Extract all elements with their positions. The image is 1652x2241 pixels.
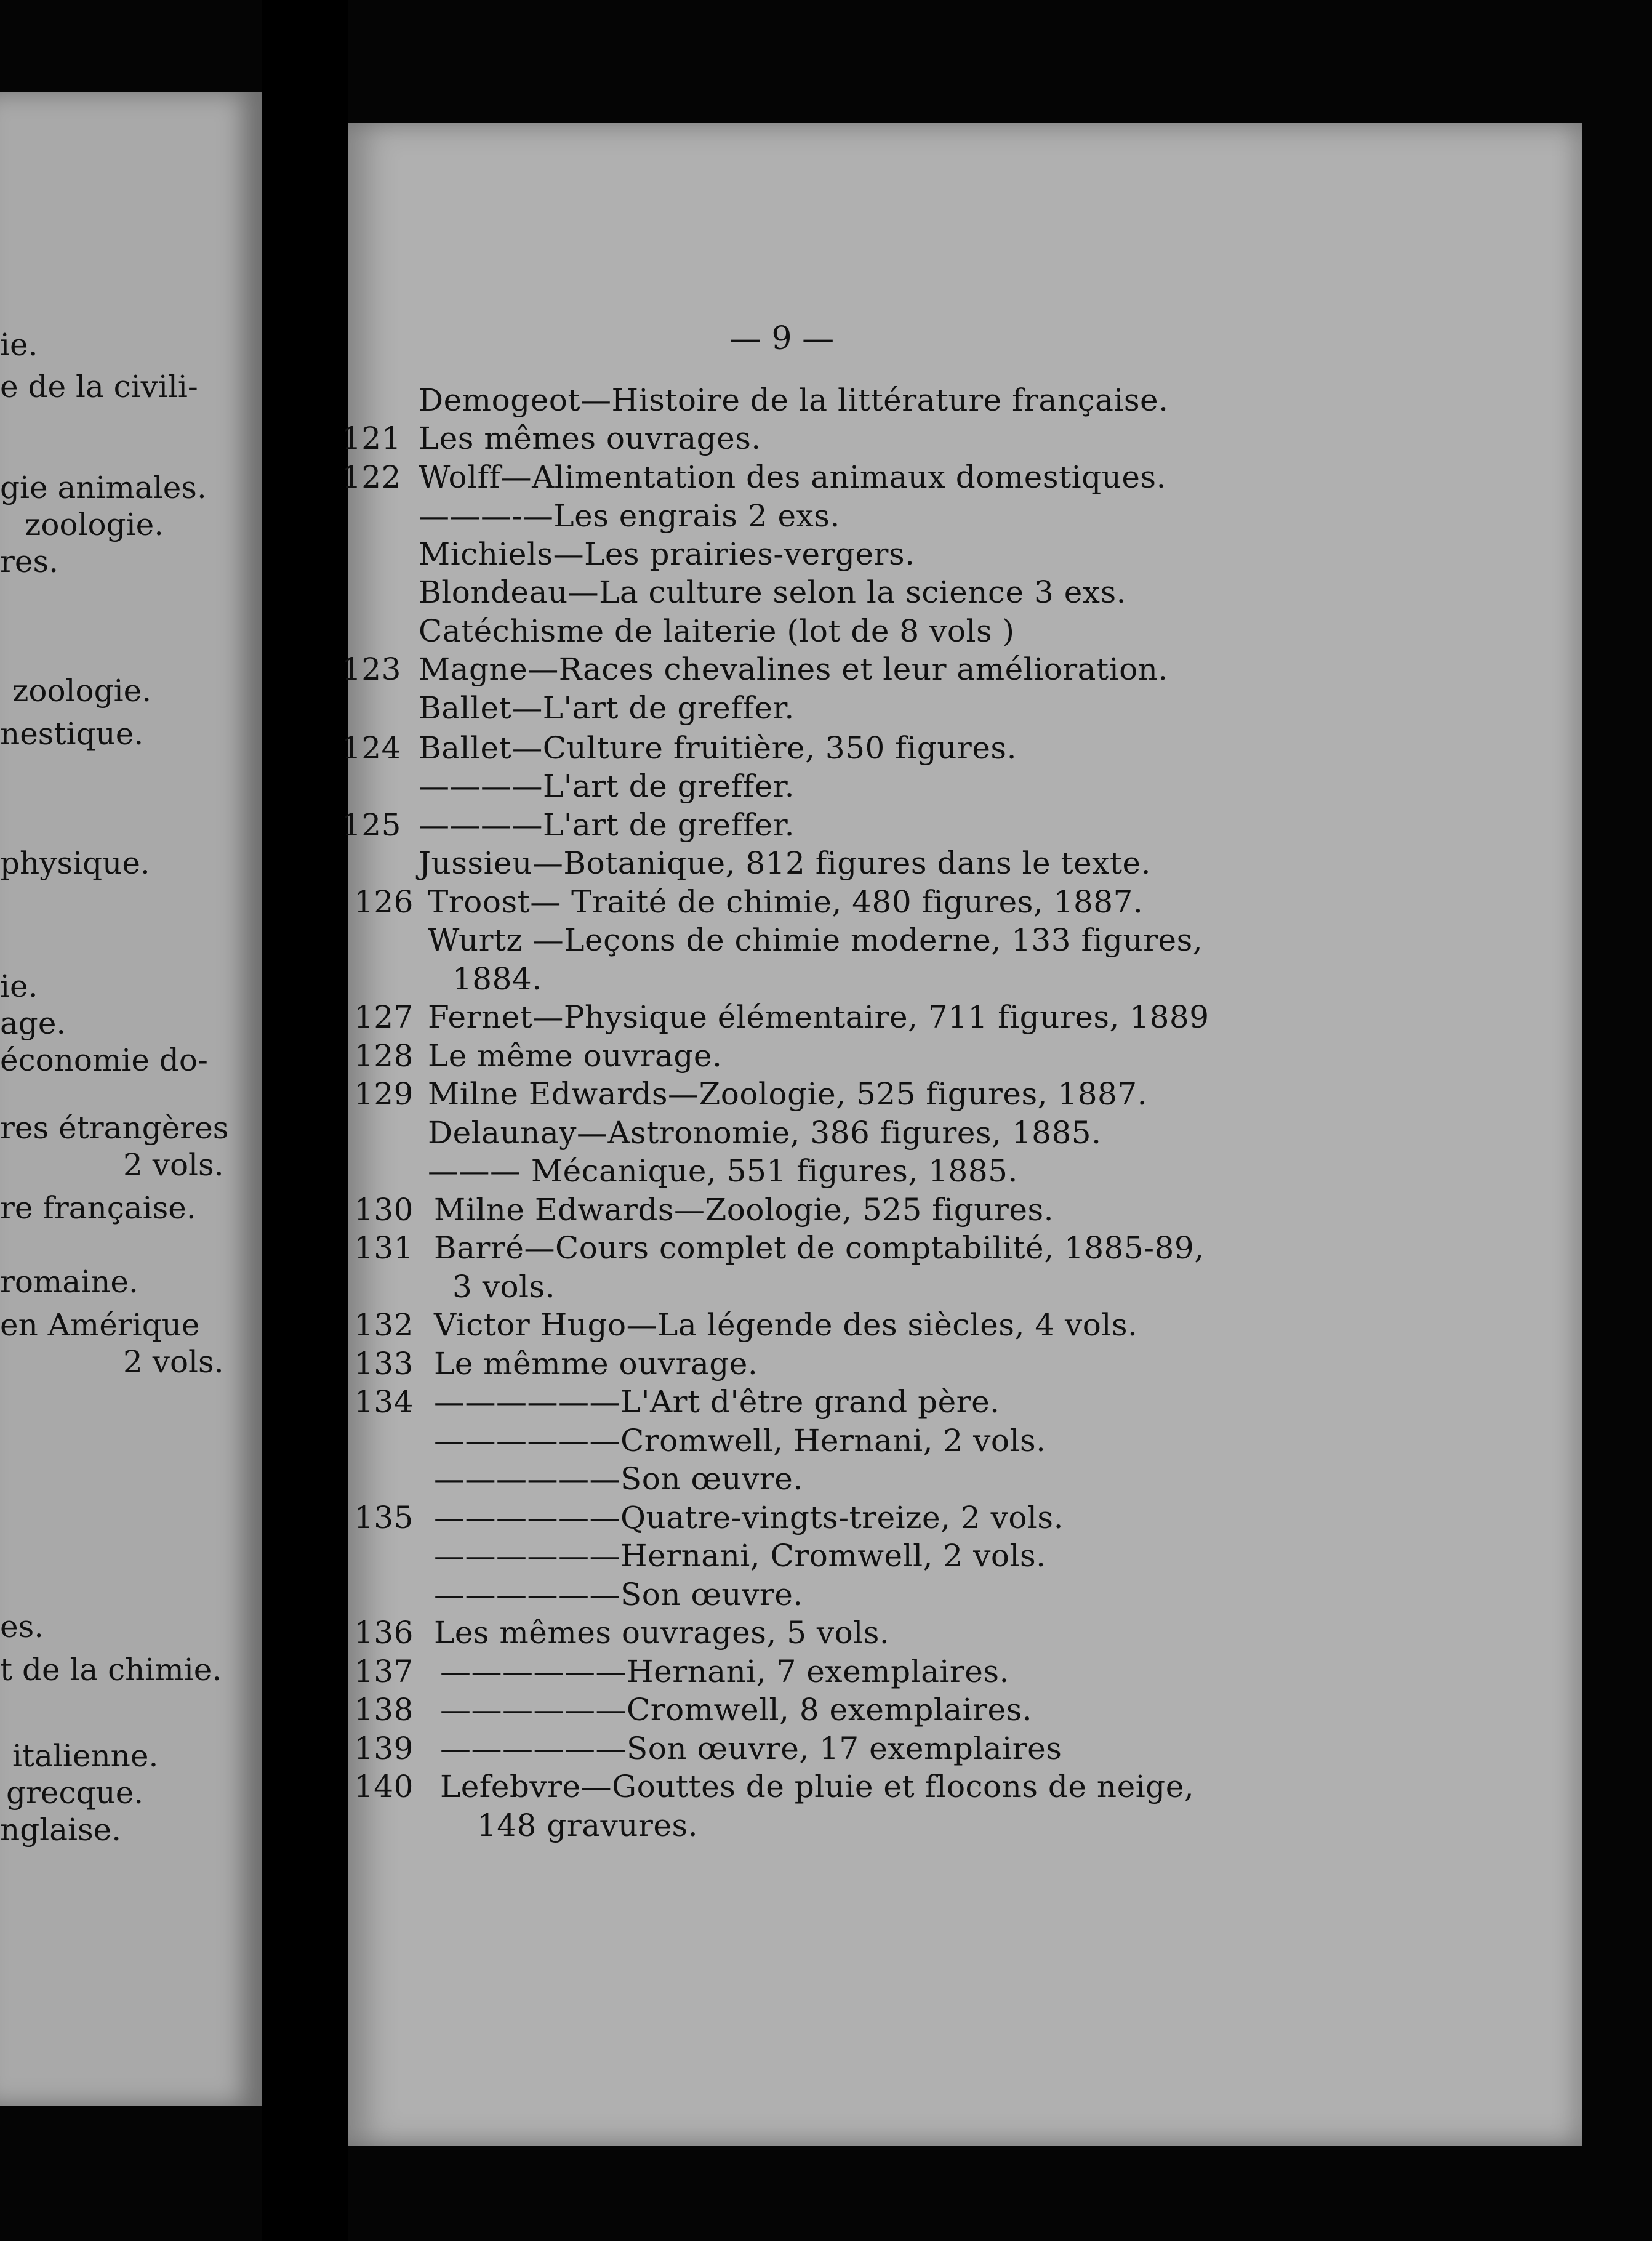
entry-number: 132	[354, 1307, 414, 1343]
entry-number: 139	[354, 1731, 414, 1766]
left-line: en Amérique	[0, 1307, 200, 1343]
entry-text: Catéchisme de laiterie (lot de 8 vols )	[419, 613, 1015, 649]
entry-text: Milne Edwards—Zoologie, 525 figures.	[434, 1192, 1054, 1228]
left-line: 2 vols.	[123, 1147, 224, 1183]
entry-text: ——————Hernani, Cromwell, 2 vols.	[434, 1538, 1046, 1574]
entry-number: 129	[354, 1076, 414, 1112]
left-line: gie animales.	[0, 470, 207, 505]
left-line: res étrangères	[0, 1110, 229, 1146]
entry-text: 148 gravures.	[477, 1808, 699, 1843]
entry-text: Ballet—L'art de greffer.	[419, 690, 795, 726]
entry-number: 125	[342, 807, 401, 843]
left-line: res.	[0, 544, 59, 579]
entry-number: 136	[354, 1615, 414, 1651]
entry-number: 121	[342, 420, 401, 456]
entry-text: ————L'art de greffer.	[419, 768, 795, 804]
right-page	[342, 123, 1582, 2146]
left-line: es.	[0, 1609, 44, 1644]
left-line: italienne.	[12, 1738, 159, 1774]
entry-text: Jussieu—Botanique, 812 figures dans le texte.	[419, 845, 1151, 881]
entry-text: 3 vols.	[452, 1269, 556, 1305]
entry-number: 137	[354, 1654, 414, 1689]
entry-text: ——————Son œuvre.	[434, 1577, 803, 1612]
entry-text: 1884.	[452, 961, 542, 997]
left-line: nglaise.	[0, 1812, 122, 1848]
entry-text: Blondeau—La culture selon la science 3 exs.	[419, 574, 1127, 610]
entry-text: Le mêmme ouvrage.	[434, 1346, 758, 1382]
entry-text: Demogeot—Histoire de la littérature française.	[419, 382, 1169, 418]
left-line: romaine.	[0, 1264, 138, 1300]
entry-text: Magne—Races chevalines et leur amélioration.	[419, 651, 1168, 687]
entry-number: 126	[354, 884, 414, 920]
left-page	[0, 92, 262, 2106]
entry-text: ————L'art de greffer.	[419, 807, 795, 843]
entry-number: 127	[354, 999, 414, 1035]
entry-number: 134	[354, 1384, 414, 1420]
left-line: ie.	[0, 968, 38, 1004]
entry-text: ——————L'Art d'être grand père.	[434, 1384, 1000, 1420]
left-line: e de la civili-	[0, 369, 198, 404]
entry-number: 135	[354, 1500, 414, 1535]
entry-text: ——————Cromwell, Hernani, 2 vols.	[434, 1423, 1046, 1458]
left-line: ie.	[0, 327, 38, 363]
entry-text: Les mêmes ouvrages, 5 vols.	[434, 1615, 890, 1651]
entry-text: ——— Mécanique, 551 figures, 1885.	[428, 1153, 1018, 1189]
entry-text: Delaunay—Astronomie, 386 figures, 1885.	[428, 1115, 1102, 1151]
entry-number: 123	[342, 651, 401, 687]
entry-text: Le même ouvrage.	[428, 1038, 723, 1074]
entry-number: 124	[342, 730, 401, 766]
entry-number: 130	[354, 1192, 414, 1228]
page-number: — 9 —	[729, 320, 835, 357]
entry-text: Lefebvre—Gouttes de pluie et flocons de neige,	[440, 1769, 1195, 1804]
entry-text: ——————Cromwell, 8 exemplaires.	[440, 1692, 1033, 1728]
entry-number: 133	[354, 1346, 414, 1382]
left-line: zoologie.	[25, 507, 164, 542]
left-line: grecque.	[6, 1775, 144, 1811]
entry-text: Fernet—Physique élémentaire, 711 figures, 1889	[428, 999, 1209, 1035]
entry-text: Wurtz —Leçons de chimie moderne, 133 figures,	[428, 922, 1203, 958]
entry-text: ———-—Les engrais 2 exs.	[419, 498, 840, 534]
left-line: nestique.	[0, 716, 144, 752]
entry-number: 128	[354, 1038, 414, 1074]
left-line: zoologie.	[12, 673, 152, 709]
entry-text: Milne Edwards—Zoologie, 525 figures, 1887.	[428, 1076, 1148, 1112]
entry-text: ——————Hernani, 7 exemplaires.	[440, 1654, 1009, 1689]
entry-text: Barré—Cours complet de comptabilité, 1885-89,	[434, 1230, 1205, 1266]
left-line: physique.	[0, 845, 150, 881]
entry-text: ——————Son œuvre, 17 exemplaires	[440, 1731, 1062, 1766]
entry-number: 140	[354, 1769, 414, 1804]
entry-number: 138	[354, 1692, 414, 1728]
book-gutter	[262, 0, 348, 2241]
left-line: 2 vols.	[123, 1344, 224, 1380]
entry-text: Wolff—Alimentation des animaux domestiques.	[419, 459, 1166, 495]
entry-text: ——————Quatre-vingts-treize, 2 vols.	[434, 1500, 1064, 1535]
entry-number: 131	[354, 1230, 414, 1266]
entry-text: Ballet—Culture fruitière, 350 figures.	[419, 730, 1017, 766]
left-line: t de la chimie.	[0, 1652, 222, 1688]
left-line: age.	[0, 1005, 66, 1041]
entry-text: Michiels—Les prairies-vergers.	[419, 536, 915, 572]
entry-text: Les mêmes ouvrages.	[419, 420, 761, 456]
entry-text: Troost— Traité de chimie, 480 figures, 1887.	[428, 884, 1144, 920]
entry-text: ——————Son œuvre.	[434, 1461, 803, 1497]
left-line: re française.	[0, 1190, 196, 1226]
entry-text: Victor Hugo—La légende des siècles, 4 vols.	[434, 1307, 1138, 1343]
left-line: économie do-	[0, 1042, 208, 1078]
entry-number: 122	[342, 459, 401, 495]
